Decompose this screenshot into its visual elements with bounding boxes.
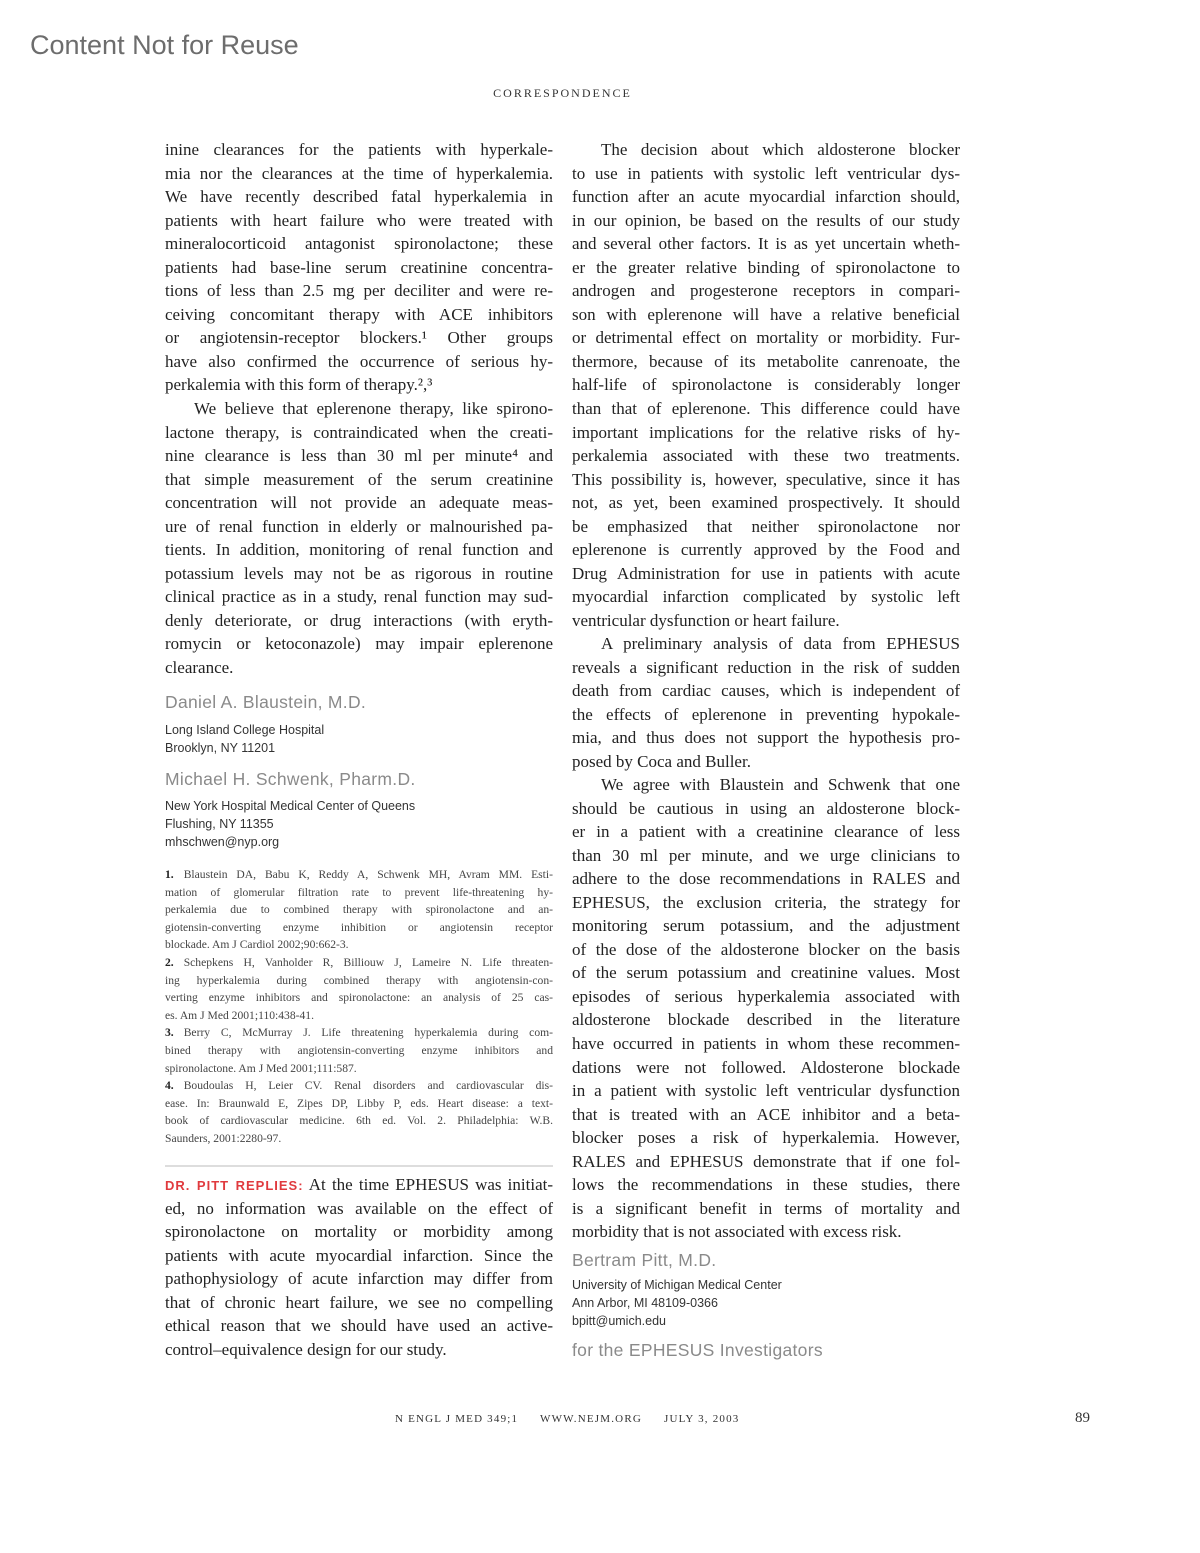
reply-text: pathophysiology of acute infarction may differ from <box>165 1269 553 1289</box>
text-line <box>165 1267 553 1291</box>
text-line: aldosterone blockade described in the literature <box>572 1010 960 1030</box>
text-line: to use in patients with systolic left ventricular dys- <box>572 163 960 183</box>
author-name: Bertram Pitt, M.D. <box>572 1250 717 1270</box>
affiliation-line: Brooklyn, NY 11201 <box>165 741 276 755</box>
text-line: posed by Coca and Buller. <box>572 751 751 771</box>
reference-text: Saunders, 2001:2280-97. <box>165 1131 282 1145</box>
reply-paragraph <box>572 138 960 632</box>
affiliation-line: Long Island College Hospital <box>165 723 325 737</box>
text-line: of the serum potassium and creatinine values. Most <box>572 963 960 983</box>
text-line: blocker poses a risk of hyperkalemia. However, <box>572 1128 960 1148</box>
issue-date: JULY 3, 2003 <box>663 1413 740 1425</box>
text-line: dations were not followed. Aldosterone blockade <box>572 1057 960 1077</box>
text-line: monitoring serum potassium, and the adjustment <box>572 916 960 936</box>
text-line: denly deteriorate, or drug interactions (with eryth- <box>165 610 553 630</box>
author-affiliation <box>165 797 553 851</box>
reference-line <box>165 1060 553 1078</box>
text-line <box>165 1291 553 1315</box>
reference-line <box>165 1095 553 1113</box>
text-line: in our opinion, be based on the results of our study <box>572 210 960 230</box>
reference-text: Boudoulas H, Leier CV. Renal disorders and cardiovascular dis- <box>183 1079 553 1093</box>
text-line: romycin or ketoconazole) may impair eplerenone <box>165 634 553 654</box>
text-line: Drug Administration for use in patients with acute <box>572 563 960 583</box>
footer <box>395 1413 758 1425</box>
reference-text: giotensin-converting enzyme inhibition or angiotensin receptor <box>165 920 553 934</box>
reference-line <box>165 1112 553 1130</box>
author-name: Michael H. Schwenk, Pharm.D. <box>165 769 416 789</box>
text-line: eplerenone is currently approved by the Food and <box>572 540 960 560</box>
text-line: er the greater relative binding of spironolactone to <box>572 257 960 277</box>
reference-text: Schepkens H, Vanholder R, Billiouw J, Lameire N. Life threaten- <box>183 955 553 969</box>
reference-number: 3. <box>165 1026 174 1040</box>
reply-text: At the time EPHESUS was initiat- <box>308 1175 554 1194</box>
text-line: be emphasized that neither spironolactone nor <box>572 516 960 536</box>
reference-text: blockade. Am J Cardiol 2002;90:662-3. <box>165 938 349 952</box>
text-line: clearance. <box>165 658 234 678</box>
text-line: have also confirmed the occurrence of serious hy- <box>165 351 553 371</box>
reference-line <box>165 1077 553 1095</box>
text-line <box>165 1197 553 1221</box>
reference-line <box>165 1007 553 1025</box>
text-line: son with eplerenone will have a relative beneficial <box>572 304 960 324</box>
text-line: lows the recommendations in these studies, there <box>572 1175 960 1195</box>
text-line: the effects of eplerenone in preventing hypokale- <box>572 704 960 724</box>
reply-paragraph <box>572 773 960 1244</box>
reply-text: ed, no information was available on the effect of <box>165 1198 553 1218</box>
text-line: and several other factors. It is as yet uncertain wheth- <box>572 234 960 254</box>
reference-list <box>165 866 553 1148</box>
text-line <box>165 1220 553 1244</box>
reply-text: ethical reason that we should have used an active- <box>165 1316 553 1336</box>
text-line <box>165 1314 553 1338</box>
reply-paragraph <box>572 632 960 773</box>
text-line: death from cardiac causes, which is independent of <box>572 681 960 701</box>
text-line <box>165 1244 553 1268</box>
text-line: potassium levels may not be as rigorous in routine <box>165 563 553 583</box>
text-line: tions of less than 2.5 mg per deciliter and were re- <box>165 281 553 301</box>
text-line: of the dose of the aldosterone blocker on the basis <box>572 939 960 959</box>
reference-number: 2. <box>165 955 174 969</box>
text-line: ure of renal function in elderly or malnourished pa- <box>165 516 553 536</box>
reference-text: perkalemia due to combined therapy with spironolactone and an- <box>165 903 553 917</box>
text-line: important implications for the relative risks of hy- <box>572 422 960 442</box>
section-header: CORRESPONDENCE <box>493 86 632 100</box>
reply-label: DR. PITT REPLIES: <box>165 1178 304 1193</box>
text-line: tients. In addition, monitoring of renal function and <box>165 540 553 560</box>
author-affiliation <box>165 721 553 757</box>
affiliation-line: University of Michigan Medical Center <box>572 1278 782 1292</box>
text-line: not, as yet, been examined prospectively. It should <box>572 493 960 513</box>
text-line: reveals a significant reduction in the risk of sudden <box>572 657 960 677</box>
watermark: Content Not for Reuse <box>30 30 299 60</box>
reference-line <box>165 972 553 990</box>
reference-text: es. Am J Med 2001;110:438-41. <box>165 1008 314 1022</box>
author-group: for the EPHESUS Investigators <box>572 1340 823 1360</box>
text-line: patients with heart failure who were treated with <box>165 210 553 230</box>
text-line <box>165 1173 553 1197</box>
reference-line <box>165 989 553 1007</box>
reference-number: 1. <box>165 868 174 881</box>
reference-line <box>165 884 553 902</box>
letter-paragraph <box>165 397 553 680</box>
text-line: ceiving concomitant therapy with ACE inhibitors <box>165 304 553 324</box>
reply-text: that of chronic heart failure, we see no compelling <box>165 1292 553 1312</box>
text-line: We have recently described fatal hyperkalemia in <box>165 187 553 207</box>
text-line: We agree with Blaustein and Schwenk that one <box>601 775 960 794</box>
divider <box>165 1165 553 1167</box>
text-line: than 30 ml per minute, and we urge clinicians to <box>572 845 960 865</box>
text-line: concentration will not provide an adequate meas- <box>165 493 553 513</box>
reply-text: control–equivalence design for our study. <box>165 1339 447 1359</box>
text-line: than that of eplerenone. This difference could have <box>572 399 960 419</box>
reference-line <box>165 936 553 954</box>
affiliation-line: bpitt@umich.edu <box>572 1314 666 1328</box>
affiliation-line: mhschwen@nyp.org <box>165 835 280 849</box>
text-line: thermore, because of its metabolite canrenoate, the <box>572 351 960 371</box>
text-line: or angiotensin-receptor blockers.¹ Other groups <box>165 328 553 348</box>
text-line: episodes of serious hyperkalemia associated with <box>572 986 960 1006</box>
reply-paragraph <box>165 1173 553 1361</box>
affiliation-line: New York Hospital Medical Center of Queens <box>165 799 416 813</box>
reference-text: verting enzyme inhibitors and spironolactone: an analysis of 25 cas- <box>165 991 553 1005</box>
journal-citation: N ENGL J MED 349;1 <box>395 1413 519 1425</box>
reference-text: Berry C, McMurray J. Life threatening hyperkalemia during com- <box>183 1026 553 1040</box>
text-line: The decision about which aldosterone blocker <box>601 140 960 159</box>
text-line: should be cautious in using an aldosterone block- <box>572 798 960 818</box>
reference-text: spironolactone. Am J Med 2001;111:587. <box>165 1061 357 1075</box>
text-line: mineralocorticoid antagonist spironolactone; these <box>165 234 553 254</box>
text-line: perkalemia with this form of therapy.²,³ <box>165 375 433 395</box>
reference-line <box>165 866 553 884</box>
reply-text: patients with acute myocardial infarction. Since the <box>165 1245 553 1265</box>
reference-text: Blaustein DA, Babu K, Reddy A, Schwenk MH, Avram MM. Esti- <box>183 868 553 881</box>
reference-line <box>165 901 553 919</box>
text-line: EPHESUS, the exclusion criteria, the strategy for <box>572 892 960 912</box>
text-line: that is treated with an ACE inhibitor and a beta- <box>572 1104 960 1124</box>
text-line: mia, and thus does not support the hypothesis pro- <box>572 728 960 748</box>
text-line: patients had base-line serum creatinine concentra- <box>165 257 553 277</box>
reference-number: 4. <box>165 1079 174 1093</box>
text-line: half-life of spironolactone is considerably longer <box>572 375 960 395</box>
letter-paragraph <box>165 138 553 397</box>
text-line: perkalemia associated with these two treatments. <box>572 446 960 466</box>
author-affiliation <box>572 1276 960 1330</box>
reference-text: mation of glomerular filtration rate to prevent life-threatening hy- <box>165 885 553 899</box>
text-line: androgen and progesterone receptors in compari- <box>572 281 960 301</box>
reference-text: book of cardiovascular medicine. 6th ed. Vol. 2. Philadelphia: W.B. <box>165 1114 553 1128</box>
text-line: A preliminary analysis of data from EPHESUS <box>601 634 960 653</box>
affiliation-line: Flushing, NY 11355 <box>165 817 274 831</box>
text-line: This possibility is, however, speculative, since it has <box>572 469 960 489</box>
author-name: Daniel A. Blaustein, M.D. <box>165 692 367 712</box>
text-line: have occurred in patients in whom these recommen- <box>572 1034 960 1054</box>
text-line: that simple measurement of the serum creatinine <box>165 469 553 489</box>
journal-website[interactable]: WWW.NEJM.ORG <box>540 1413 643 1425</box>
affiliation-line: Ann Arbor, MI 48109-0366 <box>572 1296 718 1310</box>
reference-line <box>165 919 553 937</box>
reference-line <box>165 1130 553 1148</box>
text-line: or detrimental effect on mortality or morbidity. Fur- <box>572 328 960 348</box>
page-number: 89 <box>1075 1410 1090 1426</box>
text-line: We believe that eplerenone therapy, like spirono- <box>194 399 553 418</box>
text-line: inine clearances for the patients with hyperkale- <box>165 140 553 159</box>
text-line: RALES and EPHESUS demonstrate that if one fol- <box>572 1151 960 1171</box>
reference-line <box>165 954 553 972</box>
text-line: in a patient with systolic left ventricular dysfunction <box>572 1081 960 1101</box>
reply-text: spironolactone on mortality or morbidity among <box>165 1222 553 1242</box>
text-line: lactone therapy, is contraindicated when the creati- <box>165 422 553 442</box>
reference-line <box>165 1042 553 1060</box>
reference-text: ease. In: Braunwald E, Zipes DP, Libby P, eds. Heart disease: a text- <box>165 1096 553 1110</box>
text-line: adhere to the dose recommendations in RALES and <box>572 869 960 889</box>
reference-text: bined therapy with angiotensin-converting enzyme inhibitors and <box>165 1043 553 1057</box>
text-line <box>165 1338 553 1362</box>
text-line: clinical practice as in a study, renal function may sud- <box>165 587 553 607</box>
reference-text: ing hyperkalemia during combined therapy with angiotensin-con- <box>165 973 553 987</box>
reference-line <box>165 1024 553 1042</box>
text-line: morbidity that is not associated with excess risk. <box>572 1222 902 1242</box>
text-line: function after an acute myocardial infarction should, <box>572 187 960 207</box>
text-line: myocardial infarction complicated by systolic left <box>572 587 960 607</box>
text-line: ventricular dysfunction or heart failure. <box>572 610 840 630</box>
text-line: mia nor the clearances at the time of hyperkalemia. <box>165 163 553 183</box>
text-line: is a significant benefit in terms of mortality and <box>572 1198 960 1218</box>
text-line: nine clearance is less than 30 ml per minute⁴ and <box>165 446 553 466</box>
text-line: er in a patient with a creatinine clearance of less <box>572 822 960 842</box>
